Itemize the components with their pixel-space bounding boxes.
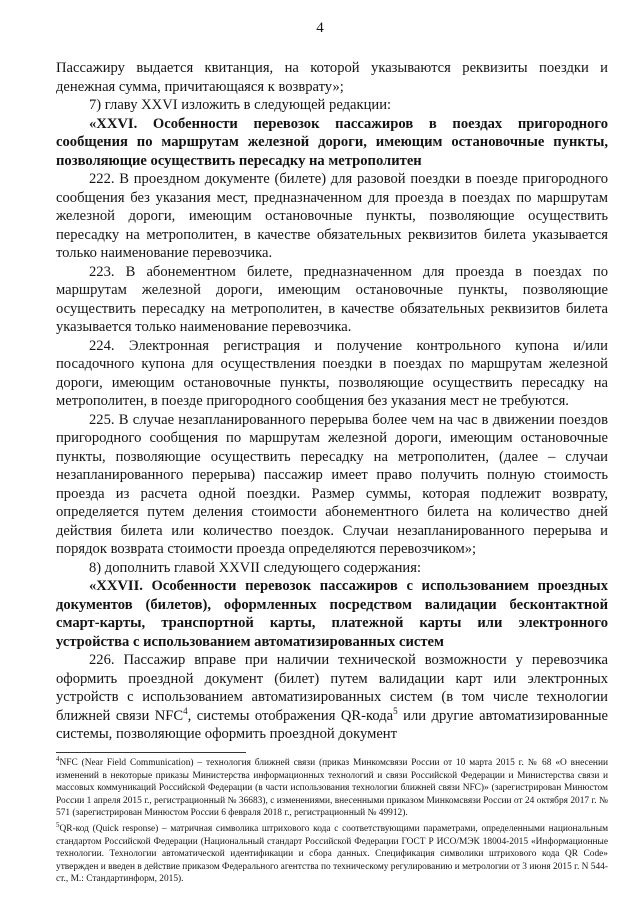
paragraph-225: 225. В случае незапланированного перерыва более чем на час в движении поездов пригородного сообщения по маршрутам железной дороги, имеющим остановочные пункты, позволяющие осуществить пересадку на метрополитен, (далее – случаи незапланированного перерыва) пассажир имеет право получить полную стоимость проезда из расчета одной поездки. Размер суммы, которая подлежит возврату, определяется путем деления стоимости абонементного билета на количество дней действия билета или количество поездок. Случаи незапланированного перерыва и порядок возврата стоимости проезда определяются перевозчиком»; (56, 411, 608, 557)
chapter-heading-xxvi: «XXVI. Особенности перевозок пассажиров в поездах пригородного сообщения по маршрутам железной дороги, имеющим остановочные пункты, позволяющие осуществить пересадку на метрополитен (56, 115, 608, 169)
paragraph-226-text-1: 226. Пассажир вправе при наличии технической возможности у перевозчика оформить проездной документ (билет) путем валидации карт или электронных устройств с использованием автоматизированных систем (в том числе технологии ближней связи NFC (56, 652, 608, 724)
paragraph-222: 222. В проездном документе (билете) для разовой поездки в поезде пригородного сообщения без указания мест, предназначенном для проезда в поездах по маршрутам железной дороги, имеющим остановочные пункты, позволяющие осуществить пересадку на метрополитен, в качестве обязательных реквизитов билета указывается только наименование перевозчика. (56, 171, 608, 261)
paragraph-226-text-3: или другие автоматизированные системы, позволяющие оформить проездной документ (56, 707, 608, 742)
footnote-mark-5: 5 (56, 820, 60, 829)
page-number: 4 (316, 20, 324, 36)
document-body (56, 59, 608, 744)
paragraph-amendment-8: 8) дополнить главой XXVII следующего содержания: (89, 559, 422, 576)
paragraph-226-text-2: , системы отображения QR-кода (187, 707, 394, 724)
footnotes (56, 754, 608, 889)
footnote-ref-4[interactable]: 4 (183, 705, 188, 716)
chapter-heading-xxvii: «XXVII. Особенности перевозок пассажиров с использованием проездных документов (билетов), оформленных посредством валидации бесконтактной смарт-карты, транспортной карты, платежной карты или электронного устройства с использованием автоматизированных систем (56, 578, 608, 650)
paragraph-continuation: Пассажиру выдается квитанция, на которой указываются реквизиты поездки и денежная сумма, причитающаяся к возврату»; (56, 60, 608, 95)
footnote-divider (56, 752, 246, 753)
paragraph-224: 224. Электронная регистрация и получение контрольного купона и/или посадочного купона для осуществления поездки в поездах по маршрутам железной дороги, имеющим остановочные пункты, позволяющие осуществить пересадку на метрополитен, в поезде пригородного сообщения без указания мест не требуются. (56, 337, 608, 409)
paragraph-226 (56, 651, 608, 744)
footnote-5 (56, 820, 608, 886)
footnote-4-text: NFC (Near Field Communication) – технология ближней связи (приказ Минкомсвязи России от 10 марта 2015 г. № 68 «О внесении изменений в некоторые приказы Министерства информационных технологий и связи Российской Федерации и Министерства связи и массовых коммуникаций Российской Федерации (в части использования технологии ближней связи NFC)» (зарегистрирован Минюстом России 1 апреля 2015 г., регистрационный № 36683), с изменениями, внесенными приказом Минкомсвязи России от 24 октября 2017 г. № 571 (зарегистрирован Минюстом России 6 февраля 2018 г., регистрационный № 49912). (56, 758, 608, 819)
footnote-4 (56, 754, 608, 820)
paragraph-223: 223. В абонементном билете, предназначенном для проезда в поездах по маршрутам железной дороги, имеющим остановочные пункты, позволяющие осуществить пересадку на метрополитен, в качестве обязательных реквизитов билета указывается только наименование перевозчика. (56, 263, 608, 335)
footnote-ref-5[interactable]: 5 (393, 705, 398, 716)
footnote-5-text: QR-код (Quick response) – матричная символика штрихового кода с соответствующими параметрами, определенными национальным стандартом Российской Федерации (Национальный стандарт Российской Федерации ГОСТ Р ИСО/МЭК 18004-2015 «Информационные технологии. Технологии автоматической идентификации и сбора данных. Спецификация символики штрихового кода QR Code» утвержден и введен в действие приказом Федерального агентства по техническому регулированию и метрологии от 3 июня 2015 г. N 544-ст., М.: Стандартинформ, 2015). (56, 823, 608, 885)
paragraph-amendment-7: 7) главу XXVI изложить в следующей редакции: (89, 97, 392, 113)
footnote-mark-4: 4 (56, 754, 60, 763)
